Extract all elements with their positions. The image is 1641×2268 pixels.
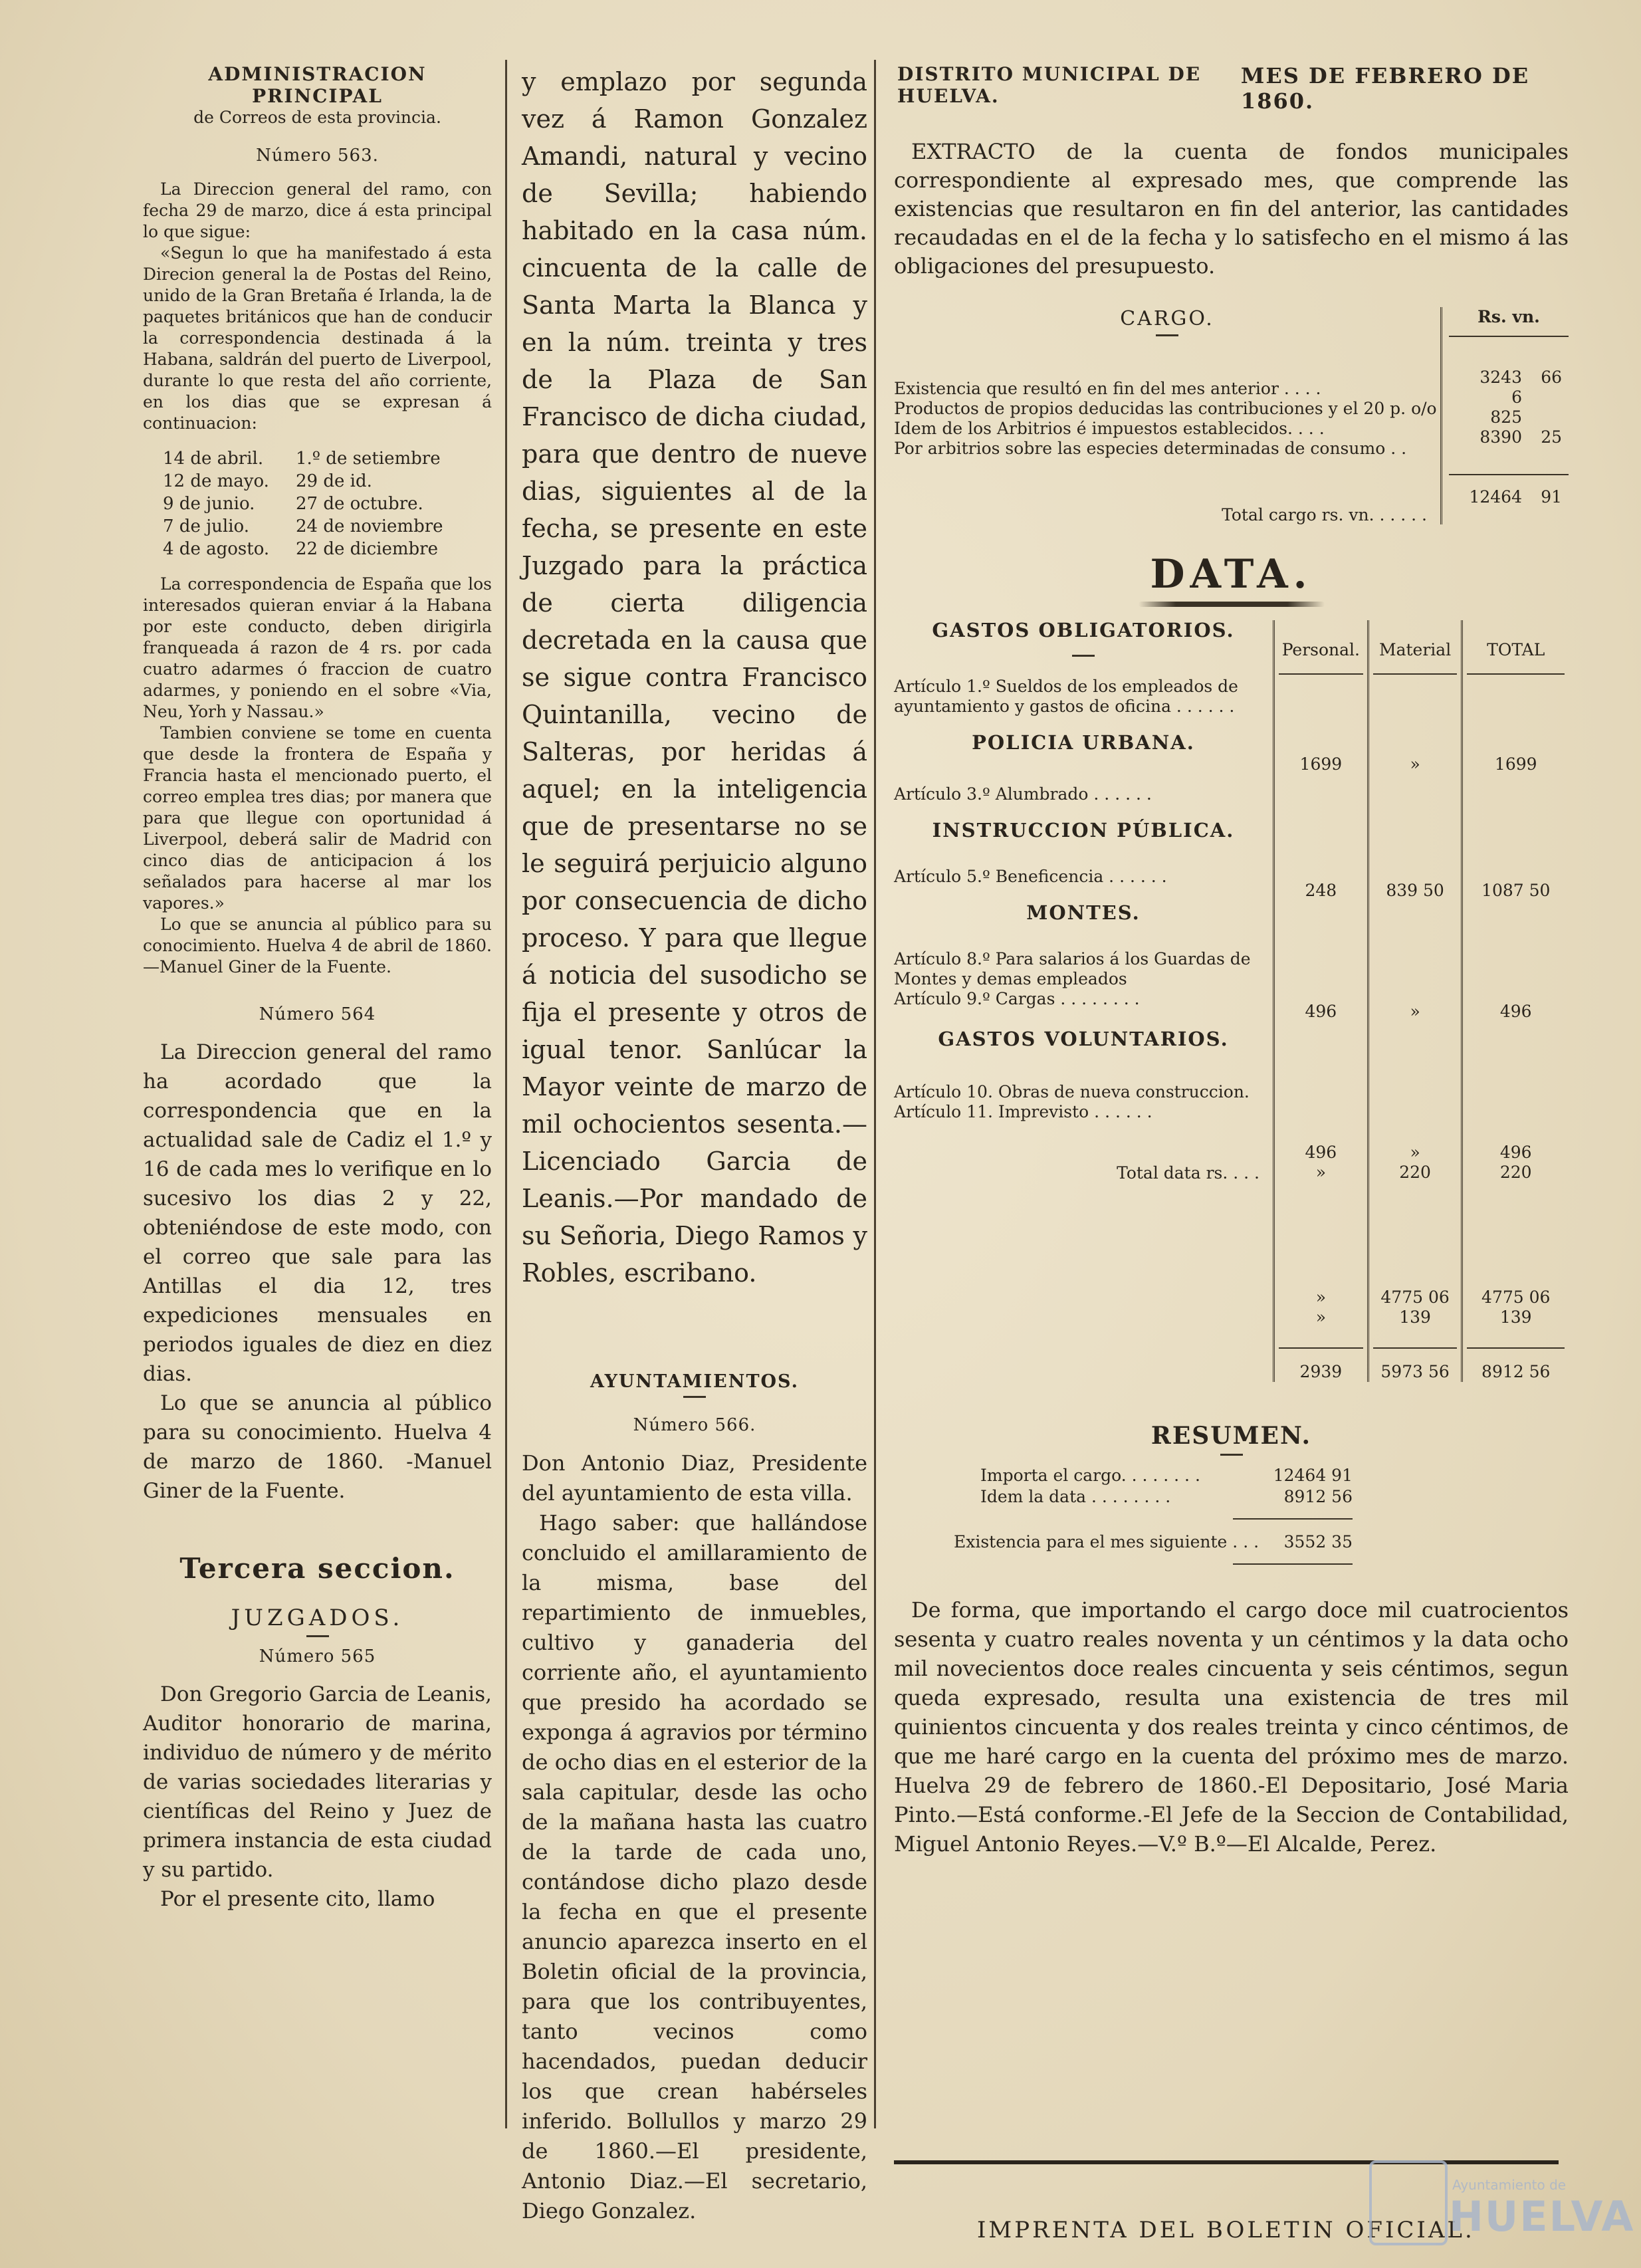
rule <box>1467 1347 1565 1349</box>
cargo-row <box>894 419 1440 439</box>
sailing-dates <box>163 447 492 560</box>
section-subheader: de Correos de esta provincia. <box>193 108 441 127</box>
date: 14 de abril. <box>163 449 264 469</box>
separator <box>1072 655 1095 657</box>
section-title: Tercera seccion. <box>179 1552 455 1585</box>
value: 1699 <box>1494 754 1537 774</box>
column-header: TOTAL <box>1487 640 1545 659</box>
value: » <box>1410 1143 1420 1162</box>
date: 27 de octubre. <box>296 494 423 514</box>
article-label: Artículo 10. Obras de nueva construccion. <box>894 1082 1250 1101</box>
paragraph: Don Gregorio Garcia de Leanis, Auditor honorario de marina, individuo de número y de mérito de varias sociedades literarias y científicas del Reino y Juez de primera instancia de esta ciudad y su partido. <box>143 1682 492 1882</box>
value: 1699 <box>1299 754 1343 774</box>
logo-line1: Ayuntamiento de <box>1452 2177 1567 2193</box>
paragraph: y emplazo por segunda vez á Ramon Gonzalez Amandi, natural y vecino de Sevilla; habiendo habitado en la casa núm. cincuenta de la calle de Santa Marta la Blanca y en la núm. treinta y tres de la Plaza de San Francisco de dicha ciudad, para que dentro de nueve dias, siguientes al de la fecha, se presente en este Juzgado para la práctica de cierta diligencia decretada en la causa que se sigue contra Francisco Quintanilla, vecino de Salteras, por heridas á aquel; en la inteligencia que de presentarse no se le seguirá perjuicio alguno por consecuencia de dicho proceso. Y para que llegue á noticia del susodicho se fija el presente y otros de igual tenor. Sanlúcar la Mayor veinte de marzo de mil ochocientos sesenta.—Licenciado Garcia de Leanis.—Por mandado de su Señoria, Diego Ramos y Robles, escribano. <box>522 67 867 1288</box>
separator <box>683 1396 706 1398</box>
district-header <box>894 63 1569 114</box>
article-label: Artículo 1.º Sueldos de los empleados de ayuntamiento y gastos de oficina . . . . . . <box>894 677 1238 716</box>
amount-centimos <box>1522 407 1562 427</box>
value: » <box>1410 1002 1420 1021</box>
resumen-label: Importa el cargo. . . . . . . . <box>980 1466 1200 1485</box>
value: » <box>1410 754 1420 774</box>
resumen-value: 12464 91 <box>1273 1466 1353 1485</box>
paragraph: «Segun lo que ha manifestado á esta Direcion general la de Postas del Reino, unido de la Gran Bretaña é Irlanda, la de paquetes británicos que han de conducir la correspondencia destinada á la Habana, saldrán del puerto de Liverpool, durante lo que resta del año corriente, en los dias que se expresan á continuacion: <box>143 243 492 433</box>
paragraph: De forma, que importando el cargo doce mil cuatrocientos sesenta y cuatro reales noventa y un céntimos y la data ocho mil novecientos doce reales cincuenta y seis céntimos, segun queda expresado, resulta una existencia de tres mil quinientos cincuenta y dos reales treinta y cinco céntimos, de que me haré cargo en la cuenta del próximo mes de marzo. Huelva 29 de febrero de 1860.-El Depositario, José Maria Pinto.—Está conforme.-El Jefe de la Seccion de Contabilidad, Miguel Antonio Reyes.—V.º B.º—El Alcalde, Perez. <box>894 1597 1569 1857</box>
rule <box>1467 673 1565 675</box>
rule <box>1449 474 1569 475</box>
article-label: Artículo 3.º Alumbrado . . . . . . <box>894 784 1152 804</box>
cargo-labels <box>894 307 1440 524</box>
paragraph: Don Antonio Diaz, Presidente del ayuntamiento de esta villa. <box>522 1450 867 1506</box>
currency-header: Rs. vn. <box>1477 307 1540 326</box>
date: 1.º de setiembre <box>296 449 441 469</box>
cargo-amount <box>1449 388 1569 407</box>
total-cargo-label: Total cargo rs. vn. . . . . . <box>1222 505 1427 524</box>
resumen-value: 3552 35 <box>1283 1532 1353 1551</box>
resumen-row <box>954 1531 1353 1553</box>
value: 496 <box>1499 1002 1532 1021</box>
cargo-title: CARGO. <box>1120 307 1214 330</box>
rule <box>1279 673 1363 675</box>
amount-reales: 12464 <box>1469 487 1522 507</box>
resumen-label: Existencia para el mes siguiente . . . <box>954 1532 1259 1551</box>
separator <box>1220 1454 1243 1456</box>
rule <box>1373 1347 1458 1349</box>
date: 9 de junio. <box>163 494 255 514</box>
section-header: ADMINISTRACION PRINCIPAL <box>208 63 427 107</box>
rule <box>1233 1563 1353 1565</box>
date: 7 de julio. <box>163 516 249 536</box>
value: 496 <box>1499 1143 1532 1162</box>
notice-number: Número 566. <box>633 1415 756 1435</box>
paragraph: Por el presente cito, llamo <box>160 1887 435 1911</box>
subsection-title: JUZGADOS. <box>231 1605 404 1631</box>
value: 139 <box>1399 1307 1431 1327</box>
material-column <box>1367 620 1462 1382</box>
notice-number: Número 565 <box>259 1646 376 1666</box>
paragraph: EXTRACTO de la cuenta de fondos municipales correspondiente al expresado mes, que comprende las existencias que resultaron en fin del anterior, las cantidades recaudadas en el de la fecha y lo satisfecho en el mismo á las obligaciones del presupuesto. <box>894 139 1569 279</box>
coat-of-arms-icon <box>1369 2160 1448 2245</box>
paragraph: Lo que se anuncia al público para su conocimiento. Huelva 4 de marzo de 1860. -Manuel Giner de la Fuente. <box>143 1391 492 1503</box>
column-3 <box>894 63 1569 1859</box>
value: 1087 50 <box>1481 881 1551 900</box>
notice-number: Número 564 <box>259 1004 376 1024</box>
subsection-title: AYUNTAMIENTOS. <box>590 1371 799 1392</box>
value: 2939 <box>1299 1362 1343 1381</box>
amount-centimos: 25 <box>1541 427 1562 447</box>
data-title: DATA. <box>1150 551 1313 598</box>
paragraph: Tambien conviene se tome en cuenta que desde la frontera de España y Francia hasta el mencionado puerto, el correo emplea tres dias; por manera que para que llegue con oportunidad á Liverpool, deberá salir de Madrid con cinco dias de anticipacion á los señalados para hacerse al mar los vapores.» <box>143 723 492 913</box>
date: 24 de noviembre <box>296 516 443 536</box>
cargo-row <box>894 399 1440 419</box>
cargo-label: Productos de propios deducidas las contribuciones y el 20 p. o/o <box>894 399 1437 418</box>
value: 220 <box>1499 1163 1532 1182</box>
value: 839 50 <box>1386 881 1444 900</box>
personal-column <box>1273 620 1367 1382</box>
article-label: Artículo 8.º Para salarios á los Guardas de Montes y demas empleados <box>894 949 1251 988</box>
month-title: MES DE FEBRERO DE 1860. <box>1240 63 1530 114</box>
value: » <box>1315 1288 1327 1307</box>
amount-reales: 8390 <box>1479 427 1522 447</box>
value: 248 <box>1305 881 1337 900</box>
paragraph: Hago saber: que hallándose concluido el amillaramiento de la misma, base del repartimiento de inmuebles, cultivo y ganaderia del corriente año, el ayuntamiento que presido ha acordado se exponga á agravios por término de ocho dias en el esterior de la sala capitular, desde las ocho de la mañana hasta las cuatro de la tarde de cada uno, contándose dicho plazo desde la fecha en que el presente anuncio aparezca inserto en el Boletin oficial de la provincia, para que los contribuyentes, tanto vecinos como hacendados, puedan deducir los que crean habérseles inferido. Bollullos y marzo 29 de 1860.—El presidente, Antonio Diaz.—El secretario, Diego Gonzalez. <box>522 1510 867 2223</box>
amount-centimos: 91 <box>1541 487 1562 507</box>
value: 4775 06 <box>1481 1288 1551 1307</box>
data-columns <box>1273 620 1569 1382</box>
date: 4 de agosto. <box>163 539 270 559</box>
district-title: DISTRITO MUNICIPAL DE HUELVA. <box>897 63 1202 107</box>
data-table <box>894 620 1569 1382</box>
column-header: Personal. <box>1281 640 1360 659</box>
date: 12 de mayo. <box>163 471 269 491</box>
value: » <box>1315 1163 1327 1182</box>
cargo-label: Existencia que resultó en fin del mes anterior . . . . <box>894 379 1321 398</box>
notice-number: Número 563. <box>256 146 379 166</box>
date: 29 de id. <box>296 471 372 491</box>
amount-centimos: 66 <box>1541 368 1562 387</box>
paragraph: La Direccion general del ramo, con fecha 29 de marzo, dice á esta principal lo que sigue: <box>143 179 492 241</box>
total-column <box>1461 620 1569 1382</box>
resumen-table <box>954 1465 1353 1565</box>
resumen-row <box>980 1465 1353 1486</box>
rule <box>1279 1347 1363 1349</box>
logo-line2: HUELVA <box>1449 2192 1635 2241</box>
column-1 <box>143 63 492 1914</box>
ornament <box>1139 602 1325 607</box>
cargo-section <box>894 307 1569 524</box>
spacer <box>894 346 1440 379</box>
amount-centimos <box>1522 388 1562 407</box>
total-data-label: Total data rs. . . . <box>1117 1163 1259 1183</box>
printer-imprint: IMPRENTA DEL BOLETIN OFICIAL. <box>977 2217 1475 2243</box>
category-title: GASTOS OBLIGATORIOS. <box>932 619 1235 641</box>
rule <box>1233 1518 1353 1520</box>
paragraph: La correspondencia de España que los interesados quieran enviar á la Habana por este conducto, deben dirigirla franqueada á razon de 4 rs. por cada cuatro adarmes ó fraccion de cuatro adarmes, y poniendo en el sobre «Via, Neu, Yorh y Nassau.» <box>143 574 492 721</box>
separator <box>1156 334 1178 336</box>
amount-reales: 6 <box>1511 388 1522 407</box>
column-header: Material <box>1379 640 1452 659</box>
value: » <box>1315 1307 1327 1327</box>
value: 5973 56 <box>1380 1362 1450 1381</box>
cargo-amount <box>1449 368 1569 388</box>
huelva-logo <box>1369 2154 1635 2247</box>
value: 220 <box>1399 1163 1431 1182</box>
column-rule <box>874 60 876 2128</box>
category-title: POLICIA URBANA. <box>972 731 1195 754</box>
paragraph: Lo que se anuncia al público para su conocimiento. Huelva 4 de abril de 1860.—Manuel Giner de la Fuente. <box>143 915 492 976</box>
resumen-title: RESUMEN. <box>1150 1422 1312 1450</box>
article-label: Artículo 11. Imprevisto . . . . . . <box>894 1102 1152 1121</box>
article-label: Artículo 5.º Beneficencia . . . . . . <box>894 867 1167 886</box>
amount-reales: 3243 <box>1479 368 1522 387</box>
cargo-row <box>894 439 1440 459</box>
cargo-amount <box>1449 427 1569 447</box>
rule <box>1449 336 1569 337</box>
total-cargo <box>1449 487 1569 507</box>
paragraph: La Direccion general del ramo ha acordado que la correspondencia que en la actualidad sale de Cadiz el 1.º y 16 de cada mes lo verifique en lo sucesivo los dias 2 y 22, obteniéndose de este modo, con el correo que sale para las Antillas el dia 12, tres expediciones mensuales en periodos iguales de diez en diez dias. <box>143 1040 492 1386</box>
spacer <box>522 1292 867 1331</box>
category-title: INSTRUCCION PÚBLICA. <box>932 819 1235 842</box>
value: 139 <box>1499 1307 1532 1327</box>
resumen-label: Idem la data . . . . . . . . <box>980 1487 1171 1506</box>
date: 22 de diciembre <box>296 539 438 559</box>
cargo-label: Por arbitrios sobre las especies determinadas de consumo . . <box>894 439 1407 458</box>
column-2 <box>522 63 867 2226</box>
rule <box>1373 673 1458 675</box>
value: 8912 56 <box>1481 1362 1551 1381</box>
value: 496 <box>1305 1002 1337 1021</box>
cargo-row <box>894 379 1440 399</box>
category-title: GASTOS VOLUNTARIOS. <box>938 1028 1229 1050</box>
category-title: MONTES. <box>1026 901 1141 924</box>
article-label: Artículo 9.º Cargas . . . . . . . . <box>894 989 1140 1008</box>
resumen-row <box>980 1486 1353 1508</box>
cargo-label: Idem de los Arbitrios é impuestos establecidos. . . . <box>894 419 1325 438</box>
data-labels <box>894 620 1273 1382</box>
value: 496 <box>1305 1143 1337 1162</box>
cargo-amount <box>1449 407 1569 427</box>
column-rule <box>505 60 507 2128</box>
resumen-value: 8912 56 <box>1283 1487 1353 1506</box>
value: 4775 06 <box>1380 1288 1450 1307</box>
cargo-amounts <box>1440 307 1569 524</box>
separator <box>306 1635 329 1637</box>
amount-reales: 825 <box>1490 407 1522 427</box>
